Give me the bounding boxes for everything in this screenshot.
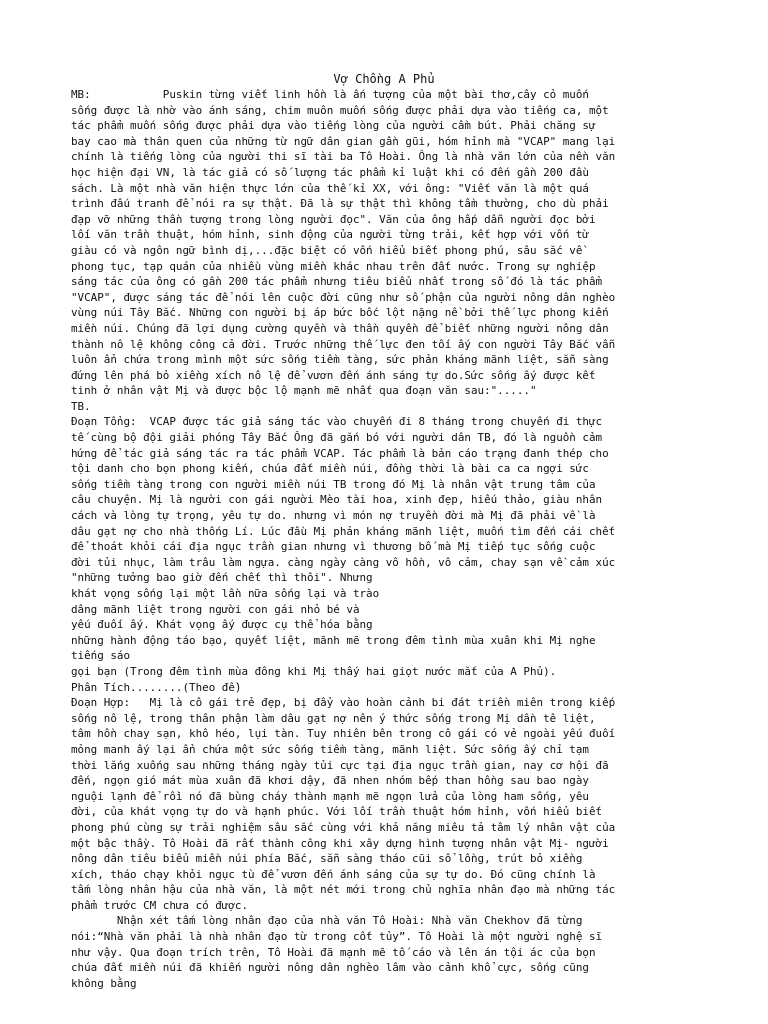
document-line: xích, tháo chạy khỏi ngục tù để vươn đến ánh sáng của sự tự do. Đó cũng chính là — [71, 867, 596, 881]
document-line: sáng tác của ông có gần 200 tác phẩm nhưng tiêu biểu nhất trong số đó là tác phẩm — [71, 275, 603, 289]
document-line: bay cao mà thân quen của những từ ngữ dân gian gần gũi, hóm hỉnh mà "VCAP" mang lại — [71, 134, 616, 148]
document-line: trình đấu tranh để nói ra sự thật. Đã là sự thật thì không tầm thường, cho dù phải — [71, 197, 609, 211]
document-line: đến, ngọn gió mát mùa xuân đã khơi dậy, đã nhen nhóm bếp than hồng sau bao ngày — [71, 774, 589, 788]
document-line: nguội lạnh để rồi nó đã bùng cháy thành mạnh mẽ ngọn lửa của lòng ham sống, yêu — [71, 789, 589, 803]
document-line: sách. Là một nhà văn hiện thực lớn của thế kỉ XX, với ông: "Viết văn là một quá — [71, 181, 589, 195]
document-line: đứng lên phá bỏ xiềng xích nô lệ để vươn đến ánh sáng tự do.Sức sống ấy được kết — [71, 368, 596, 382]
document-line: thành nô lệ không công cả đời. Trước những thế lực đen tối ấy con người Tây Bắc vẫn — [71, 337, 616, 351]
document-line: gọi bạn (Trong đêm tình mùa đông khi Mị thấy hai giọt nước mắt của A Phủ). — [71, 664, 557, 678]
document-line: TB. — [71, 399, 91, 413]
document-title: Vợ Chồng A Phủ — [333, 72, 435, 86]
document-line: mỏng manh ấy lại ẩn chứa một sức sống tiềm tàng, mãnh liệt. Sức sống ấy chỉ tạm — [71, 742, 589, 756]
document-line: nói:“Nhà văn phải là nhà nhân đạo từ trong cốt tủy”. Tô Hoài là một người nghệ sĩ — [71, 930, 603, 944]
document-line: luôn ẩn chứa trong mình một sức sống tiềm tàng, sức phản kháng mãnh liệt, sẵn sàng — [71, 353, 609, 367]
document-line: phong tục, tạp quán của nhiều vùng miền khác nhau trên đất nước. Trong sự nghiệp — [71, 259, 596, 273]
document-line: phẩm trước CM chưa có được. — [71, 898, 249, 912]
document-body — [71, 87, 711, 991]
document-line: tấm lòng nhân hậu của nhà văn, là một nét mới trong chủ nghĩa nhân đạo mà những tác — [71, 883, 616, 897]
document-line: sống nô lệ, trong thân phận làm dâu gạt nợ nên ý thức sống trong Mị dần tê liệt, — [71, 711, 596, 725]
document-line: dâng mãnh liệt trong người con gái nhỏ bé và — [71, 602, 360, 616]
document-line: hứng để tác giả sáng tác ra tác phẩm VCAP. Tác phẩm là bản cáo trạng đanh thép cho — [71, 446, 609, 460]
document-line: những hành động táo bạo, quyết liệt, mãnh mẽ trong đêm tình mùa xuân khi Mị nghe — [71, 633, 596, 647]
document-line: lối văn trần thuật, hóm hỉnh, sinh động của người từng trải, kết hợp với vốn từ — [71, 228, 589, 242]
document-line: tác phẩm muốn sống được phải dựa vào tiếng lòng của người cầm bút. Phải chăng sự — [71, 119, 596, 133]
document-line: đời tủi nhục, làm trâu làm ngựa. càng ngày càng vô hồn, vô cảm, chay sạn về cảm xúc — [71, 555, 616, 569]
document-line: dâu gạt nợ cho nhà thống Lí. Lúc đầu Mị phản kháng mãnh liệt, muốn tìm đến cái chết — [71, 524, 616, 538]
document-line: như vậy. Qua đoạn trích trên, Tô Hoài đã mạnh mẽ tố cáo và lên án tội ác của bọn — [71, 945, 596, 959]
document-line: chính là tiếng lòng của người thi sĩ tài ba Tô Hoài. Ông là nhà văn lớn của nền văn — [71, 150, 616, 164]
document-line: sống tiềm tàng trong con người miền núi TB trong đó Mị là nhân vật trung tâm của — [71, 477, 596, 491]
document-line: sống được là nhờ vào ánh sáng, chim muôn muốn sống được phải dựa vào tiếng ca, một — [71, 103, 609, 117]
document-line: một bậc thầy. Tô Hoài đã rất thành công khi xây dựng hình tượng nhân vật Mị- người — [71, 836, 609, 850]
document-line: đời, của khát vọng tự do và hạnh phúc. Với lối trần thuật hóm hỉnh, vốn hiểu biết — [71, 805, 603, 819]
document-line: câu chuyện. Mị là người con gái người Mèo tài hoa, xinh đẹp, hiếu thảo, giàu nhân — [71, 493, 603, 507]
document-line: Đoạn Tổng: VCAP được tác giả sáng tác vào chuyến đi 8 tháng trong chuyến đi thực — [71, 415, 603, 429]
document-line: tinh ở nhân vật Mị và được bộc lộ mạnh mẽ nhất qua đoạn văn sau:"....." — [71, 384, 537, 398]
document-line: Nhận xét tấm lòng nhân đạo của nhà văn Tô Hoài: Nhà văn Chekhov đã từng — [71, 914, 583, 928]
document-line: thời lắng xuống sau những tháng ngày tủi cực tại địa ngục trần gian, nay cơ hội đã — [71, 758, 609, 772]
document-line: "VCAP", được sáng tác để nói lên cuộc đời cũng như số phận của người nông dân nghèo — [71, 290, 616, 304]
document-line: vùng núi Tây Bắc. Những con người bị áp bức bốc lột nặng nề bởi thế lực phong kiến — [71, 306, 609, 320]
document-line: chúa đất miền núi đã khiến người nông dân nghèo lâm vào cảnh khổ cực, sống cũng — [71, 961, 589, 975]
document-line: MB: Puskin từng viết linh hồn là ấn tượng của một bài thơ,cây cỏ muốn — [71, 88, 589, 101]
document-line: tế cùng bộ đội giải phóng Tây Bắc Ông đã gắn bó với người dân TB, đó là nguồn cảm — [71, 431, 603, 445]
document-line: tội danh cho bọn phong kiến, chúa đất miền núi, đồng thời là bài ca ca ngợi sức — [71, 462, 589, 476]
document-line: phong phú cùng sự trải nghiệm sâu sắc cùng với khả năng miêu tả tâm lý nhân vật của — [71, 820, 616, 834]
document-line: Phân Tích........(Theo đề) — [71, 680, 242, 694]
document-line: giàu có và ngôn ngữ bình dị,...đặc biệt có vốn hiểu biết phong phú, sâu sắc về — [71, 243, 583, 257]
document-line: để thoát khỏi cái địa ngục trần gian nhưng vì thương bố mà Mị tiếp tục sống cuộc — [71, 540, 596, 554]
document-line: tâm hồn chay sạn, khô héo, lụi tàn. Tuy nhiên bên trong cô gái có vẻ ngoài yếu đuối — [71, 727, 616, 741]
document-line: cách và lòng tự trọng, yêu tự do. nhưng vì món nợ truyền đời mà Mị đã phải về là — [71, 509, 596, 523]
document-line: miền núi. Chúng đã lợi dụng cường quyền và thần quyền để biết những người nông dân — [71, 321, 609, 335]
document-line: đạp vỡ những thần tượng trong lòng người đọc". Văn của ông hấp dẫn người đọc bởi — [71, 212, 596, 226]
document-line: nông dân tiêu biểu miền núi phía Bắc, sẵn sàng tháo cũi sổ lồng, trút bỏ xiềng — [71, 852, 583, 866]
document-line: học hiện đại VN, là tác giả có số lượng tác phẩm kỉ luật khi có đến gần 200 đầu — [71, 165, 589, 179]
document-line: "những tưởng bao giờ đến chết thì thôi". Nhưng — [71, 571, 373, 585]
document-line: không bằng — [71, 976, 137, 990]
document-line: yếu đuối ấy. Khát vọng ấy được cụ thể hóa bằng — [71, 618, 373, 632]
document-line: Đoạn Hợp: Mị là cô gái trẻ đẹp, bị đẩy vào hoàn cảnh bi đát triền miên trong kiếp — [71, 696, 616, 710]
document-line: khát vọng sống lại một lần nữa sống lại và trào — [71, 587, 380, 600]
document-line: tiếng sáo — [71, 649, 131, 663]
